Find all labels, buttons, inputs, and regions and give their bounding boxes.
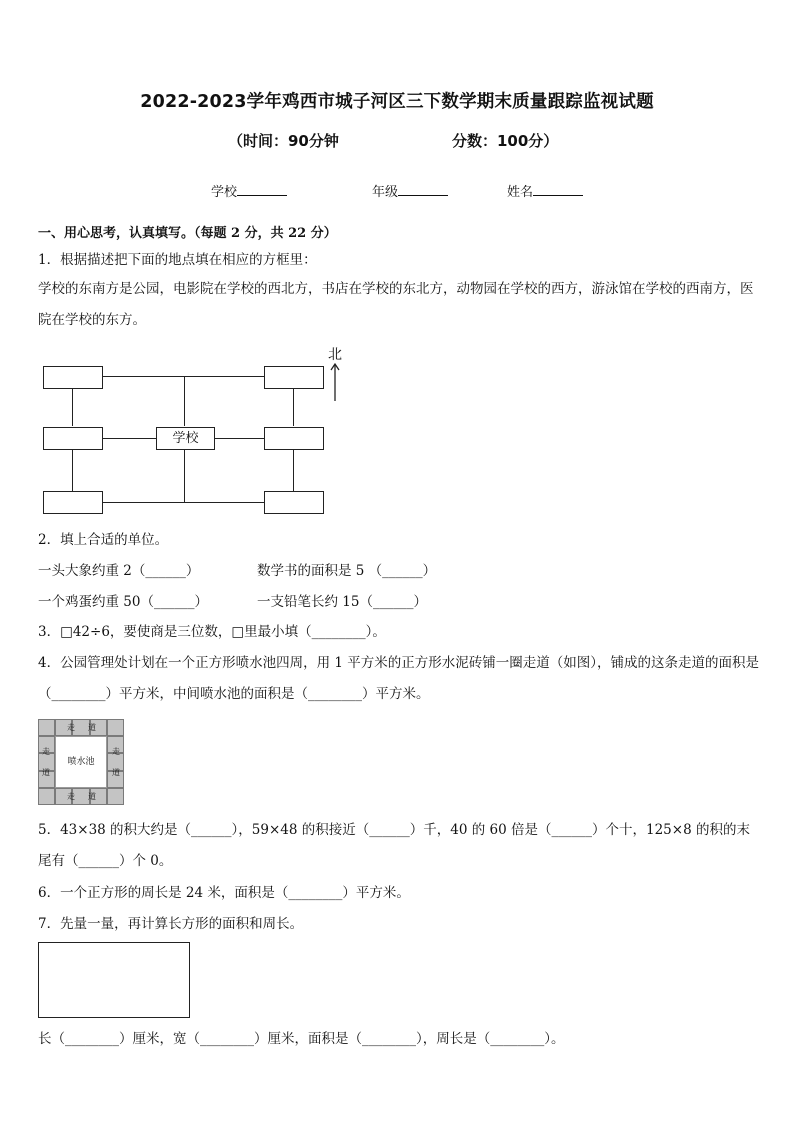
walkway-label: 走: [112, 747, 120, 756]
map-line: [72, 449, 73, 492]
north-arrow-icon: [329, 362, 341, 402]
paving-tile: [107, 788, 124, 805]
page-title: 2022-2023学年鸡西市城子河区三下数学期末质量跟踪监视试题: [140, 92, 654, 112]
map-line: [214, 438, 264, 439]
grade-blank[interactable]: [398, 183, 448, 196]
rectangle-figure: [38, 942, 190, 1018]
question-1-description: 学校的东南方是公园，电影院在学校的西北方，书店在学校的东北方，动物园在学校的西方，游泳馆在学校的西南方，医院在学校的东方。: [38, 281, 754, 328]
map-line: [102, 376, 264, 377]
walkway-label: 道: [112, 768, 120, 777]
name-field[interactable]: [507, 181, 583, 200]
map-line: [72, 388, 73, 426]
school-field[interactable]: [211, 181, 287, 200]
walkway-label: 道: [88, 723, 96, 732]
map-line: [184, 449, 185, 503]
map-line: [293, 388, 294, 426]
north-label: 北: [328, 347, 342, 363]
question-5-stem[interactable]: 5．43×38 的积大约是（______），59×48 的积接近（______）千，40 的 60 倍是（______）个十，125×8 的积的末尾有（______）个 0。: [38, 822, 750, 869]
map-box-northeast[interactable]: [264, 366, 324, 389]
question-7-answer[interactable]: 长（________）厘米，宽（________）厘米，面积是（________），周长是（________）。: [38, 1031, 565, 1047]
map-line: [102, 438, 156, 439]
exam-score: 分数：100分）: [452, 132, 559, 150]
question-4-stem[interactable]: 4．公园管理处计划在一个正方形喷水池四周，用 1 平方米的正方形水泥砖铺一圈走道（如图），铺成的这条走道的面积是（________）平方米，中间喷水池的面积是（________）平方米。: [38, 655, 760, 702]
map-box-west[interactable]: [43, 427, 103, 450]
question-2-d[interactable]: 一支铅笔长约 15（______）: [257, 594, 427, 610]
walkway-label: 走: [67, 723, 75, 732]
map-line: [293, 449, 294, 492]
question-2-stem: 2．填上合适的单位。: [38, 532, 169, 548]
map-box-southwest[interactable]: [43, 491, 103, 514]
question-2-b[interactable]: 数学书的面积是 5 （______）: [257, 563, 437, 579]
name-blank[interactable]: [533, 183, 583, 196]
walkway-label: 走: [67, 792, 75, 801]
question-3-stem[interactable]: 3．□42÷6，要使商是三位数，□里最小填（________）。: [38, 624, 386, 640]
map-box-northwest[interactable]: [43, 366, 103, 389]
question-2-a[interactable]: 一头大象约重 2（______）: [38, 563, 200, 579]
question-1-stem: 1．根据描述把下面的地点填在相应的方框里：: [38, 252, 317, 268]
map-box-southeast[interactable]: [264, 491, 324, 514]
section-heading: 一、用心思考，认真填写。（每题 2 分，共 22 分）: [38, 226, 337, 241]
walkway-label: 走: [42, 747, 50, 756]
map-line: [102, 502, 264, 503]
walkway-label: 道: [88, 792, 96, 801]
paving-tile: [38, 788, 55, 805]
school-label: 学校: [211, 185, 238, 200]
exam-time: （时间：90分钟: [228, 132, 339, 150]
walkway-label: 道: [42, 768, 50, 777]
grade-label: 年级: [372, 185, 399, 200]
paving-tile: [38, 719, 55, 736]
fountain-diagram: [38, 719, 124, 805]
map-box-east[interactable]: [264, 427, 324, 450]
school-blank[interactable]: [237, 183, 287, 196]
question-6-stem[interactable]: 6．一个正方形的周长是 24 米，面积是（________）平方米。: [38, 885, 410, 901]
fountain-pool: 喷水池: [55, 736, 107, 788]
question-2-c[interactable]: 一个鸡蛋约重 50（______）: [38, 594, 208, 610]
paving-tile: [107, 719, 124, 736]
map-box-school: 学校: [156, 427, 215, 450]
grade-field[interactable]: [372, 181, 448, 200]
name-label: 姓名: [507, 185, 534, 200]
question-7-stem: 7．先量一量，再计算长方形的面积和周长。: [38, 916, 304, 932]
map-line: [184, 376, 185, 426]
